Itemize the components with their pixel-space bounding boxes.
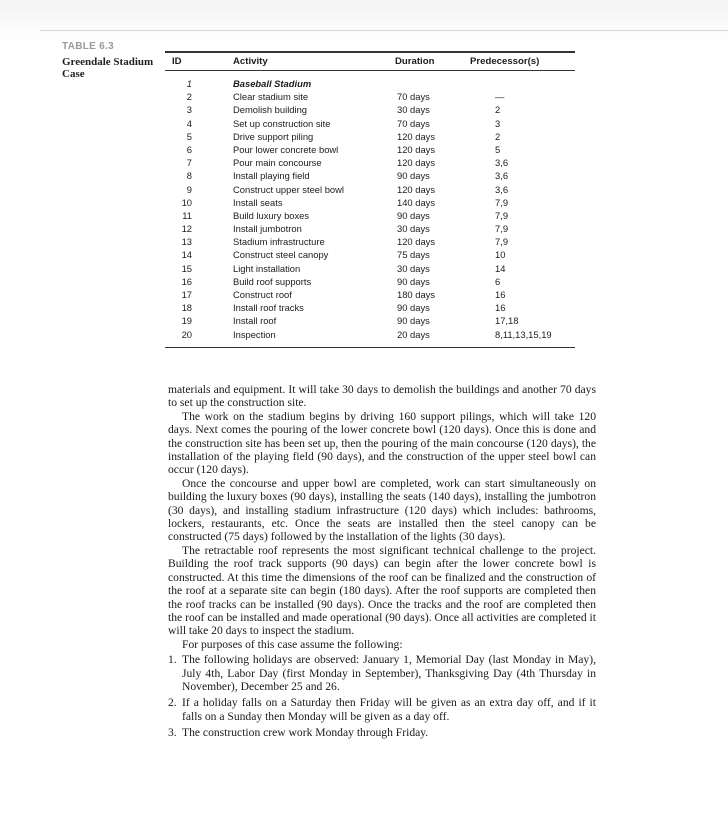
paragraph-materials: materials and equipment. It will take 30 days to demolish the buildings and another 70 days to set up the construction site. [168,383,596,410]
cell-activity: Set up construction site [233,117,331,129]
cell-duration: 120 days [397,157,436,169]
cell-activity: Demolish building [233,104,307,116]
cell-id: 12 [181,223,192,235]
table-caption [62,41,172,80]
cell-predecessors: 8,11,13,15,19 [495,328,552,340]
header-predecessors: Predecessor(s) [470,55,540,67]
cell-id: 13 [181,236,192,248]
table-bottom-rule [165,347,575,349]
cell-predecessors: 7,9 [495,223,509,235]
cell-duration: 120 days [397,130,436,142]
paragraph-concourse: Once the concourse and upper bowl are completed, work can start simultaneously on building the luxury boxes (90 days), installing the seats (140 days), installing the jumbotron (30 days), and installing stadium infrastructure (120 days) which includes: bathrooms, lockers, restaurants, etc. Once the seats are installed then the steel canopy can be constructed (75 days) followed by the installation of the lights (30 days). [168,476,596,544]
cell-activity: Install jumbotron [233,223,302,235]
paragraph-assumptions-intro: For purposes of this case assume the following: [182,637,403,651]
cell-activity: Clear stadium site [233,91,309,103]
table-row [165,262,575,275]
cell-activity: Install seats [233,196,283,208]
cell-activity: Baseball Stadium [233,78,312,89]
cell-predecessors: 2 [495,104,501,116]
table-row [165,103,575,116]
cell-id: 11 [182,209,192,221]
cell-activity: Construct upper steel bowl [233,183,344,195]
table-row [165,301,575,314]
cell-id: 5 [186,130,192,142]
cell-predecessors: 16 [495,302,506,314]
cell-duration: 90 days [397,170,430,182]
cell-predecessors: 10 [495,249,506,261]
cell-activity: Light installation [233,262,301,274]
cell-id: 19 [181,315,192,327]
cell-activity: Construct roof [233,289,292,300]
cell-predecessors: 7,9 [495,236,509,248]
cell-predecessors: 3,6 [495,157,509,169]
cell-id: 7 [186,157,192,169]
assumption-number: 2. [168,696,177,710]
assumption-text: The following holidays are observed: January 1, Memorial Day (last Monday in May), July 4th, Labor Day (first Monday in September), Thanksgiving Day (4th Thursday in November), December 25 and 26. [182,653,596,693]
cell-duration: 70 days [397,91,430,103]
cell-predecessors: 3,6 [495,170,509,182]
table-row [165,328,575,341]
assumption-number: 3. [168,726,177,740]
cell-id: 17 [181,289,192,300]
cell-id: 18 [181,302,192,314]
cell-predecessors: 16 [495,289,506,300]
table-row [165,248,575,261]
cell-duration: 120 days [397,143,436,155]
cell-id: 6 [186,143,192,155]
cell-predecessors: 17,18 [495,315,519,327]
table-row [165,77,575,90]
cell-id: 9 [186,183,192,195]
header-id: ID [172,55,182,67]
page-top-rule [40,30,728,31]
cell-id: 2 [186,91,192,103]
cell-id: 16 [181,275,192,287]
cell-duration: 75 days [397,249,430,261]
cell-activity: Construct steel canopy [233,249,329,261]
table-row [165,169,575,182]
cell-predecessors: 5 [495,143,501,155]
cell-duration: 70 days [397,117,430,129]
assumption-text: If a holiday falls on a Saturday then Friday will be given as an extra day off, and if it falls on a Sunday then Monday will be given as a day off. [182,696,596,723]
cell-id: 14 [181,249,192,261]
header-duration: Duration [395,55,435,67]
assumption-list [168,653,596,739]
cell-duration: 90 days [397,315,430,327]
table-row [165,156,575,169]
cell-predecessors: 3 [495,117,501,129]
table-number: TABLE 6.3 [62,41,114,52]
cell-activity: Pour lower concrete bowl [233,143,339,155]
cell-predecessors: 7,9 [495,209,509,221]
table-row [165,235,575,248]
cell-duration: 30 days [397,262,430,274]
table-header [165,53,575,70]
cell-id: 3 [186,104,192,116]
cell-activity: Pour main concourse [233,157,322,169]
table-row [165,130,575,143]
cell-predecessors: 2 [495,130,501,142]
table-row [165,209,575,222]
cell-activity: Drive support piling [233,130,314,142]
cell-duration: 140 days [397,196,436,208]
table-row [165,275,575,288]
assumption-number: 1. [168,653,177,667]
cell-duration: 90 days [397,302,430,314]
cell-duration: 30 days [397,223,430,235]
assumption-item [168,696,596,723]
table-row [165,288,575,301]
cell-activity: Build luxury boxes [233,209,310,221]
cell-duration: 180 days [397,289,436,300]
cell-id: 20 [181,328,192,340]
cell-duration: 90 days [397,275,430,287]
cell-id: 1 [186,78,192,89]
cell-duration: 120 days [397,183,436,195]
assumption-item [168,653,596,693]
table-row [165,183,575,196]
table-row [165,90,575,103]
table-row [165,196,575,209]
cell-activity: Inspection [233,328,276,340]
table-row [165,143,575,156]
cell-id: 8 [186,170,192,182]
assumption-item [168,726,596,739]
activity-table [165,51,575,348]
paragraph-stadium-work: The work on the stadium begins by driving 160 support pilings, which will take 120 days. Next comes the pouring of the lower concrete bowl (120 days). Once this is done and the construction site has been set up, then the pouring of the main concourse (120 days), the installation of the playing field (90 days), and the construction of the upper steel bowl can occur (120 days). [168,409,596,477]
assumption-text: The construction crew work Monday through Friday. [182,726,429,740]
cell-duration: 90 days [397,209,430,221]
table-row [165,314,575,327]
cell-duration: 30 days [397,104,430,116]
table-body [165,71,575,347]
table-row [165,117,575,130]
cell-predecessors: 6 [495,275,501,287]
table-title: Greendale Stadium Case [62,56,154,80]
cell-id: 4 [186,117,192,129]
cell-duration: 20 days [397,328,430,340]
cell-id: 10 [181,196,192,208]
cell-duration: 120 days [397,236,436,248]
case-text [168,383,596,743]
cell-activity: Stadium infrastructure [233,236,325,248]
table-row [165,222,575,235]
cell-activity: Install playing field [233,170,310,182]
paragraph-roof: The retractable roof represents the most significant technical challenge to the project. Building the roof track supports (90 days) can begin after the lower concrete bowl is constructed. At this time the dimensions of the roof can be finalized and the construction of the roof at a separate site can begin (180 days). After the roof supports are completed then the roof tracks can be installed (90 days). Once the tracks and the roof are completed then the roof can be installed and made operational (90 days). Once all activities are completed it will take 20 days to inspect the stadium. [168,543,596,638]
cell-predecessors: 7,9 [495,196,509,208]
cell-activity: Install roof [233,315,277,327]
cell-predecessors: 14 [495,262,506,274]
cell-activity: Install roof tracks [233,302,304,314]
cell-predecessors: 3,6 [495,183,509,195]
cell-predecessors: — [495,91,505,103]
cell-id: 15 [181,262,192,274]
header-activity: Activity [233,55,268,67]
cell-activity: Build roof supports [233,275,312,287]
